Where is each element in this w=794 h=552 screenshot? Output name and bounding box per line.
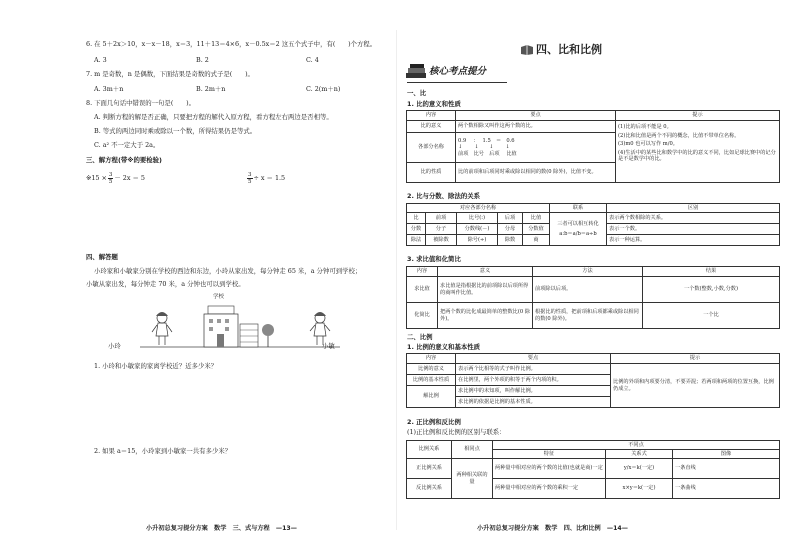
- girl-min-figure: [310, 312, 330, 345]
- girl-ling-figure: [152, 312, 172, 345]
- t4-r3-text: 求比例中的未知项，叫作解比例。: [456, 386, 611, 397]
- t2-r2-c5: 分数值: [523, 224, 550, 235]
- t5-r2-formula: x×y＝k(一定): [606, 479, 673, 499]
- t1-parts-diagram: [456, 133, 616, 163]
- t2-diff-header: 区别: [607, 204, 780, 213]
- simplify-ratio-table: [406, 266, 780, 329]
- t1-tip-4: (4)生活中的某些比和数学中的比的意义不同，比如足球比赛中的记分是不是数学中的比。: [618, 149, 776, 162]
- t5-header-feature: 特征: [493, 450, 606, 459]
- t4-header-tips: 提示: [611, 354, 780, 364]
- q8-option-c[interactable]: C. a² 不一定大于 2a。: [94, 141, 160, 149]
- sub-direct-inverse-subtitle: (1)正比例和反比例的区别与联系：: [407, 428, 506, 436]
- sub-ratio-meaning-title: 1. 比的意义和性质: [407, 100, 461, 108]
- school-label: 学校: [213, 294, 225, 300]
- question-7-stem: 7. m 是奇数，n 是偶数，下面结果是奇数的式子是( )。: [86, 70, 254, 78]
- t2-diff-2: 表示一个数。: [607, 224, 780, 235]
- t1-tip-1: (1)比的后项不能是 0。: [618, 124, 672, 130]
- section-proportion-title: 二、比例: [407, 333, 433, 341]
- sub-question-1: 1. 小玲和小敏家的家离学校近？近多少米？: [94, 362, 218, 370]
- t3-r2-result: 一个比: [643, 303, 780, 329]
- t2-r2-c1: 分数: [407, 224, 426, 235]
- sub-direct-inverse-title: 2. 正比例和反比例: [407, 418, 461, 426]
- t5-r2-label: 反比例关系: [407, 479, 452, 499]
- question-8-stem: 8. 下面几句话中错误的一句是( )。: [86, 99, 195, 107]
- t5-header-formula: 关系式: [606, 450, 673, 459]
- t4-r4-text: 求比例的依据是比例的基本性质。: [456, 397, 611, 408]
- eq2-suffix: ÷ x ＝ 1.5: [253, 174, 286, 183]
- t1-tips-cell: [616, 121, 780, 183]
- t3-r2-label: 化简比: [407, 303, 438, 329]
- q6-option-b[interactable]: B. 2: [196, 56, 209, 64]
- t1-row1-text: 两个数相除又叫作这两个数的比。: [456, 121, 616, 133]
- t3-header-content: 内容: [407, 267, 438, 277]
- t1-parts-arrows: ↓ ↓ ↓ ↓: [458, 144, 510, 151]
- t2-r1-c5: 比值: [523, 213, 550, 224]
- ratio-meaning-table: [406, 110, 780, 183]
- core-banner-text: 核心考点提分: [429, 65, 487, 77]
- problem-text-line-2: 小敏从家出发，每分钟走 70 米，a 分钟也可以到学校。: [86, 280, 245, 288]
- t5-same-text: 两种相关联的量: [452, 459, 493, 499]
- direct-inverse-table: [406, 440, 780, 499]
- eq2-numerator: 3: [248, 172, 252, 178]
- t4-r1-label: 比例的意义: [407, 364, 456, 375]
- t5-r1-feature: 两种量中相对应的两个数的比值(也就是商)一定: [493, 459, 606, 479]
- t1-header-content: 内容: [407, 111, 456, 121]
- t2-r3-c2: 被除数: [426, 235, 457, 246]
- sub-simplify-title: 3. 求比值和化简比: [407, 255, 461, 263]
- t1-header-points: 要点: [456, 111, 616, 121]
- q7-option-c[interactable]: C. 2(m＋n): [306, 85, 341, 93]
- chapter-title-text: 四、比和比例: [536, 43, 602, 56]
- t5-r1-formula: y/x＝k(一定): [606, 459, 673, 479]
- t5-r2-graph: 一条曲线: [673, 479, 780, 499]
- t4-tip: 比例的外项和内项要分清，不要弄混；若两项和两项的位置互换，比例仍成立。: [611, 364, 780, 408]
- t2-link-header: 联系: [550, 204, 607, 213]
- t5-header-graph: 图像: [673, 450, 780, 459]
- section-3-title: 三、解方程(带※的要检验): [86, 156, 162, 164]
- section-4-title: 四、解答题: [86, 253, 118, 261]
- sub-ratio-fraction-title: 2. 比与分数、除法的关系: [407, 192, 481, 200]
- t4-header-content: 内容: [407, 354, 456, 364]
- t1-header-tips: 提示: [616, 111, 780, 121]
- t2-diff-1: 表示两个数相除的关系。: [607, 213, 780, 224]
- sub-question-2: 2. 如果 a＝15，小玲家到小敏家一共有多少米？: [94, 447, 232, 455]
- t1-row3-label: 比的性质: [407, 163, 456, 183]
- t2-r2-c2: 分子: [426, 224, 457, 235]
- t2-r2-c3: 分数线(－): [457, 224, 498, 235]
- t2-r1-c3: 比号(:): [457, 213, 498, 224]
- section-ratio-title: 一、比: [407, 89, 427, 97]
- t3-r2-method: 根据比的性质，把前项和后项都乘或除以相同的数(0 除外)。: [533, 303, 643, 329]
- banner-underline: [407, 82, 507, 83]
- question-6: [86, 41, 376, 48]
- t3-r2-meaning: 把两个数的比化成最简单的整数比(0 除外)。: [438, 303, 533, 329]
- ratio-fraction-table: [406, 203, 780, 246]
- t2-diff-3: 表示一种运算。: [607, 235, 780, 246]
- t4-r2-label: 比例的基本性质: [407, 375, 456, 386]
- t4-r3-label: 解比例: [407, 386, 456, 408]
- t2-r3-c3: 除号(÷): [457, 235, 498, 246]
- t2-group-header: 对应各部分名称: [407, 204, 550, 213]
- t5-header-diff: 不同点: [493, 441, 780, 450]
- eq2-fraction: [247, 172, 253, 186]
- question-6-stem: 6. 在 5＋2x＞10，x－x－18，x＝3，11＋13＝4×6，x－0.5x＝2 这五个式子中，有( )个方程。: [86, 40, 377, 48]
- t4-r2-text: 在比例里，两个外项的积等于两个内项的积。: [456, 375, 611, 386]
- chapter-book-icon: [520, 44, 534, 56]
- q8-option-a[interactable]: A. 判断方程的解是否正确，只要把方程的解代入原方程，看方程左右两边是否相等。: [94, 113, 333, 121]
- q6-option-c[interactable]: C. 4: [306, 56, 319, 64]
- t1-tip-2: (2)比和比值是两个不同的概念，比值不带单位名称。: [618, 132, 740, 139]
- t1-parts-line-1: 0.9 ： 1.5 ＝ 0.6: [458, 137, 515, 144]
- equation-2: [247, 172, 285, 186]
- t1-row2-label: 各部分名称: [407, 133, 456, 163]
- equation-1: [86, 172, 145, 186]
- core-banner: [405, 64, 486, 80]
- t3-r1-method: 前项除以后项。: [533, 277, 643, 303]
- q7-option-b[interactable]: B. 2m＋n: [196, 85, 226, 93]
- t1-row1-label: 比的意义: [407, 121, 456, 133]
- t2-r3-c1: 除法: [407, 235, 426, 246]
- t2-r1-c4: 后项: [498, 213, 523, 224]
- school-building: [204, 306, 258, 347]
- sub-proportion-meaning-title: 1. 比例的意义和基本性质: [407, 343, 481, 351]
- label-xiaomin: 小敏: [322, 342, 335, 350]
- q7-option-a[interactable]: A. 3m＋n: [94, 85, 124, 93]
- proportion-meaning-table: [406, 353, 780, 408]
- eq1-fraction: [108, 172, 114, 186]
- t2-link-text-1: 三者可以相互转化: [557, 221, 599, 227]
- t3-r1-label: 求比值: [407, 277, 438, 303]
- left-footer: 小升初总复习提分方案 数学 三、式与方程 —13—: [146, 525, 297, 532]
- t3-header-method: 方法: [533, 267, 643, 277]
- t5-header-same: 相同点: [452, 441, 493, 459]
- t2-r1-c1: 比: [407, 213, 426, 224]
- eq1-prefix: ※15 ×: [86, 174, 107, 183]
- right-page: [397, 0, 794, 552]
- t1-tip-3: (3)m0 也可以写作 m/0。: [618, 141, 678, 147]
- t3-header-result: 结果: [643, 267, 780, 277]
- t5-r1-graph: 一条直线: [673, 459, 780, 479]
- t4-header-points: 要点: [456, 354, 611, 364]
- t5-header-relation: 比例关系: [407, 441, 452, 459]
- problem-text-line-1: 小玲家和小敏家分别在学校的西边和东边，小玲从家出发，每分钟走 65 米，a 分钟可到学校；: [94, 267, 362, 275]
- school-illustration: [140, 292, 340, 362]
- t5-r2-feature: 两种量中相对应的两个数的乘积一定: [493, 479, 606, 499]
- t2-link-cell: [550, 213, 607, 246]
- chapter-title: [520, 44, 602, 57]
- stacked-books-icon: [405, 64, 427, 80]
- t3-r1-meaning: 求比值是指根据比的前项除以后项所得的商叫作比值。: [438, 277, 533, 303]
- t4-r1-text: 表示两个比相等的式子叫作比例。: [456, 364, 611, 375]
- q6-option-a[interactable]: A. 3: [94, 56, 107, 64]
- eq2-denominator: 5: [248, 179, 252, 186]
- eq1-numerator: 3: [108, 172, 113, 178]
- label-xiaoling: 小玲: [108, 342, 121, 350]
- eq1-denominator: 5: [108, 179, 113, 186]
- t5-r1-label: 正比例关系: [407, 459, 452, 479]
- t1-parts-names: 前项 比号 后项 比值: [458, 150, 517, 157]
- t2-r3-c4: 除数: [498, 235, 523, 246]
- q8-option-b[interactable]: B. 等式的两边同时乘或除以一个数，所得结果仍是等式。: [94, 127, 257, 135]
- t3-header-meaning: 意义: [438, 267, 533, 277]
- right-footer: 小升初总复习提分方案 数学 四、比和比例 —14—: [477, 525, 628, 532]
- t3-r1-result: 一个数(整数,小数,分数): [643, 277, 780, 303]
- t2-r1-c2: 前项: [426, 213, 457, 224]
- eq1-suffix: － 2x ＝ 5: [114, 174, 145, 183]
- t2-link-text-2: a:b＝a/b＝a÷b: [559, 230, 597, 237]
- t1-row3-text: 比的前项和后项同时乘或除以相同的数(0 除外)，比值不变。: [456, 163, 616, 183]
- t2-r3-c5: 商: [523, 235, 550, 246]
- t2-r2-c4: 分母: [498, 224, 523, 235]
